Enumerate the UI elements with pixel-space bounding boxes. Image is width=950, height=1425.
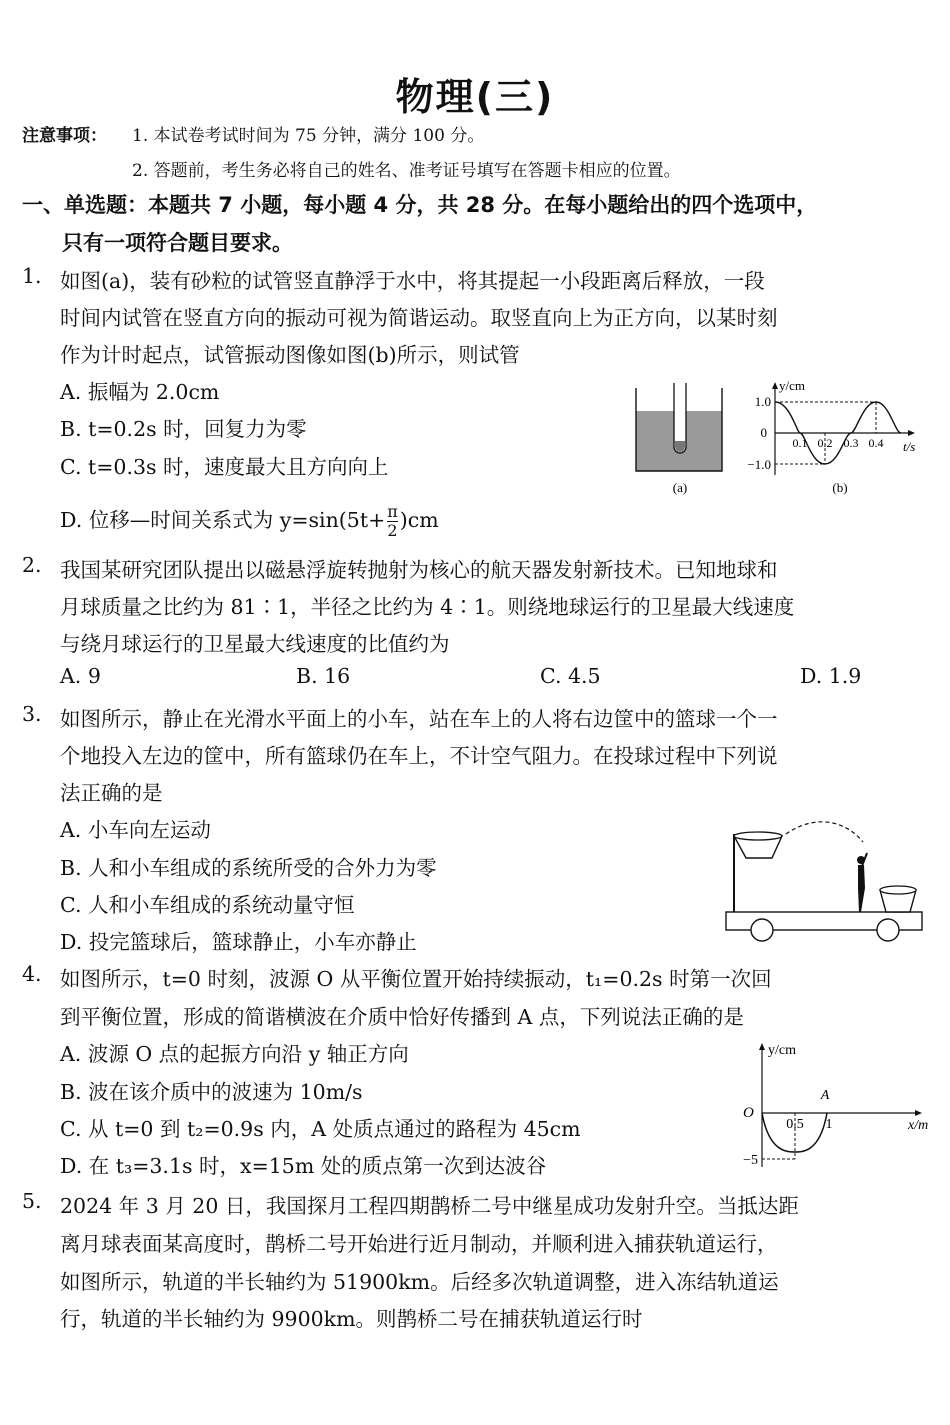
x-axis-arrow [915,1110,922,1116]
option-d: D. 投完篮球后，篮球静止，小车亦静止 [60,930,417,954]
question-number: 1. [22,264,42,288]
figure-b-label: (b) [832,480,848,495]
question-text: 如图(a)，装有砂粒的试管竖直静浮于水中，将其提起一小段距离后释放，一段 [60,269,765,293]
y-tick-top: 1.0 [754,394,771,409]
t-axis-label: t/s [903,439,916,454]
cart-figure [720,820,930,945]
point-a-label: A [820,1088,830,1103]
vibration-graph [735,373,930,498]
question-number: 2. [22,553,42,577]
option-d-text: D. 位移—时间关系式为 y=sin(5t+ [60,508,386,532]
question-text: 如图所示，轨道的半长轴约为 51900km。后经多次轨道调整，进入冻结轨道运 [60,1270,779,1294]
question-text: 到平衡位置，形成的简谐横波在介质中恰好传播到 A 点，下列说法正确的是 [60,1005,744,1029]
t-tick: 0.2 [817,436,833,450]
option-b: B. 人和小车组成的系统所受的合外力为零 [60,856,437,880]
question-text: 法正确的是 [60,781,163,805]
sand-grains [675,441,685,452]
option-b: B. t=0.2s 时，回复力为零 [60,417,307,441]
x-tick: 1 [825,1117,833,1132]
y-axis-arrow [772,382,778,389]
origin-label: 0 [760,425,767,440]
section-heading: 一、单选题：本题共 7 小题，每小题 4 分，共 28 分。在每小题给出的四个选项中， [22,193,818,217]
y-tick-bottom: −1.0 [747,457,771,472]
x-tick: 0.5 [786,1117,804,1132]
question-number: 5. [22,1189,42,1213]
figure-a-label: (a) [672,480,688,495]
question-text: 2024 年 3 月 20 日，我国探月工程四期鹊桥二号中继星成功发射升空。当抵达距 [60,1194,799,1218]
left-basket-rim [734,832,782,840]
notice-item: 1. 本试卷考试时间为 75 分钟，满分 100 分。 [132,126,485,146]
person-body [858,865,865,912]
right-wheel [877,919,899,941]
question-number: 4. [22,962,42,986]
wave-graph [732,1037,932,1177]
question-text: 如图所示，t=0 时刻，波源 O 从平衡位置开始持续振动，t₁=0.2s 时第一次回 [60,967,772,991]
option-c: C. t=0.3s 时，速度最大且方向向上 [60,455,389,479]
option-d: D. 在 t₃=3.1s 时，x=15m 处的质点第一次到达波谷 [60,1154,547,1178]
y-axis-label: y/cm [779,378,805,393]
option-a: A. 波源 O 点的起振方向沿 y 轴正方向 [60,1042,409,1066]
question-text: 个地投入左边的筐中，所有篮球仍在车上，不计空气阻力。在投球过程中下列说 [60,744,778,768]
option-d: D. 1.9 [800,664,862,688]
t-axis-arrow [908,430,915,436]
question-text: 我国某研究团队提出以磁悬浮旋转抛射为核心的航天器发射新技术。已知地球和 [60,558,778,582]
option-c: C. 从 t=0 到 t₂=0.9s 内，A 处质点通过的路程为 45cm [60,1117,581,1141]
fraction-numerator: π [387,502,398,521]
page-title: 物理(三) [395,75,555,119]
option-a: A. 振幅为 2.0cm [60,380,220,404]
y-min-label: −5 [743,1153,758,1168]
notice-label: 注意事项： [22,126,107,146]
t-tick: 0.4 [868,436,884,450]
option-d-text-end: )cm [399,508,439,532]
question-text: 与绕月球运行的卫星最大线速度的比值约为 [60,632,450,656]
question-text: 行，轨道的半长轴约为 9900km。则鹊桥二号在捕获轨道运行时 [60,1307,643,1331]
y-axis-label: y/cm [768,1043,796,1058]
question-text: 如图所示，静止在光滑水平面上的小车，站在车上的人将右边筐中的篮球一个一 [60,707,778,731]
left-wheel [751,919,773,941]
option-c: C. 4.5 [540,664,601,688]
t-tick: 0.1 [792,436,808,450]
question-number: 3. [22,702,42,726]
option-a: A. 9 [60,664,101,688]
t-tick: 0.3 [843,436,859,450]
section-heading-cont: 只有一项符合题目要求。 [62,231,293,255]
question-text: 作为计时起点，试管振动图像如图(b)所示，则试管 [60,343,520,367]
option-d [60,503,439,540]
y-axis-arrow [759,1043,765,1050]
option-a: A. 小车向左运动 [60,818,211,842]
x-axis-label: x/m [908,1118,929,1133]
test-tube-figure [630,383,730,498]
option-b: B. 16 [296,664,351,688]
option-b: B. 波在该介质中的波速为 10m/s [60,1080,363,1104]
option-c: C. 人和小车组成的系统动量守恒 [60,893,355,917]
fraction [387,503,398,540]
question-text: 时间内试管在竖直方向的振动可视为简谐运动。取竖直向上为正方向，以某时刻 [60,306,778,330]
right-basket-rim [880,886,916,894]
origin-label: O [743,1105,754,1121]
question-text: 离月球表面某高度时，鹊桥二号开始进行近月制动，并顺利进入捕获轨道运行， [60,1232,778,1256]
fraction-denominator: 2 [387,521,398,540]
notice-item: 2. 答题前，考生务必将自己的姓名、准考证号填写在答题卡相应的位置。 [132,161,681,181]
ball-trajectory [786,822,863,842]
question-text: 月球质量之比约为 81∶1，半径之比约为 4∶1。则绕地球运行的卫星最大线速度 [60,595,795,619]
